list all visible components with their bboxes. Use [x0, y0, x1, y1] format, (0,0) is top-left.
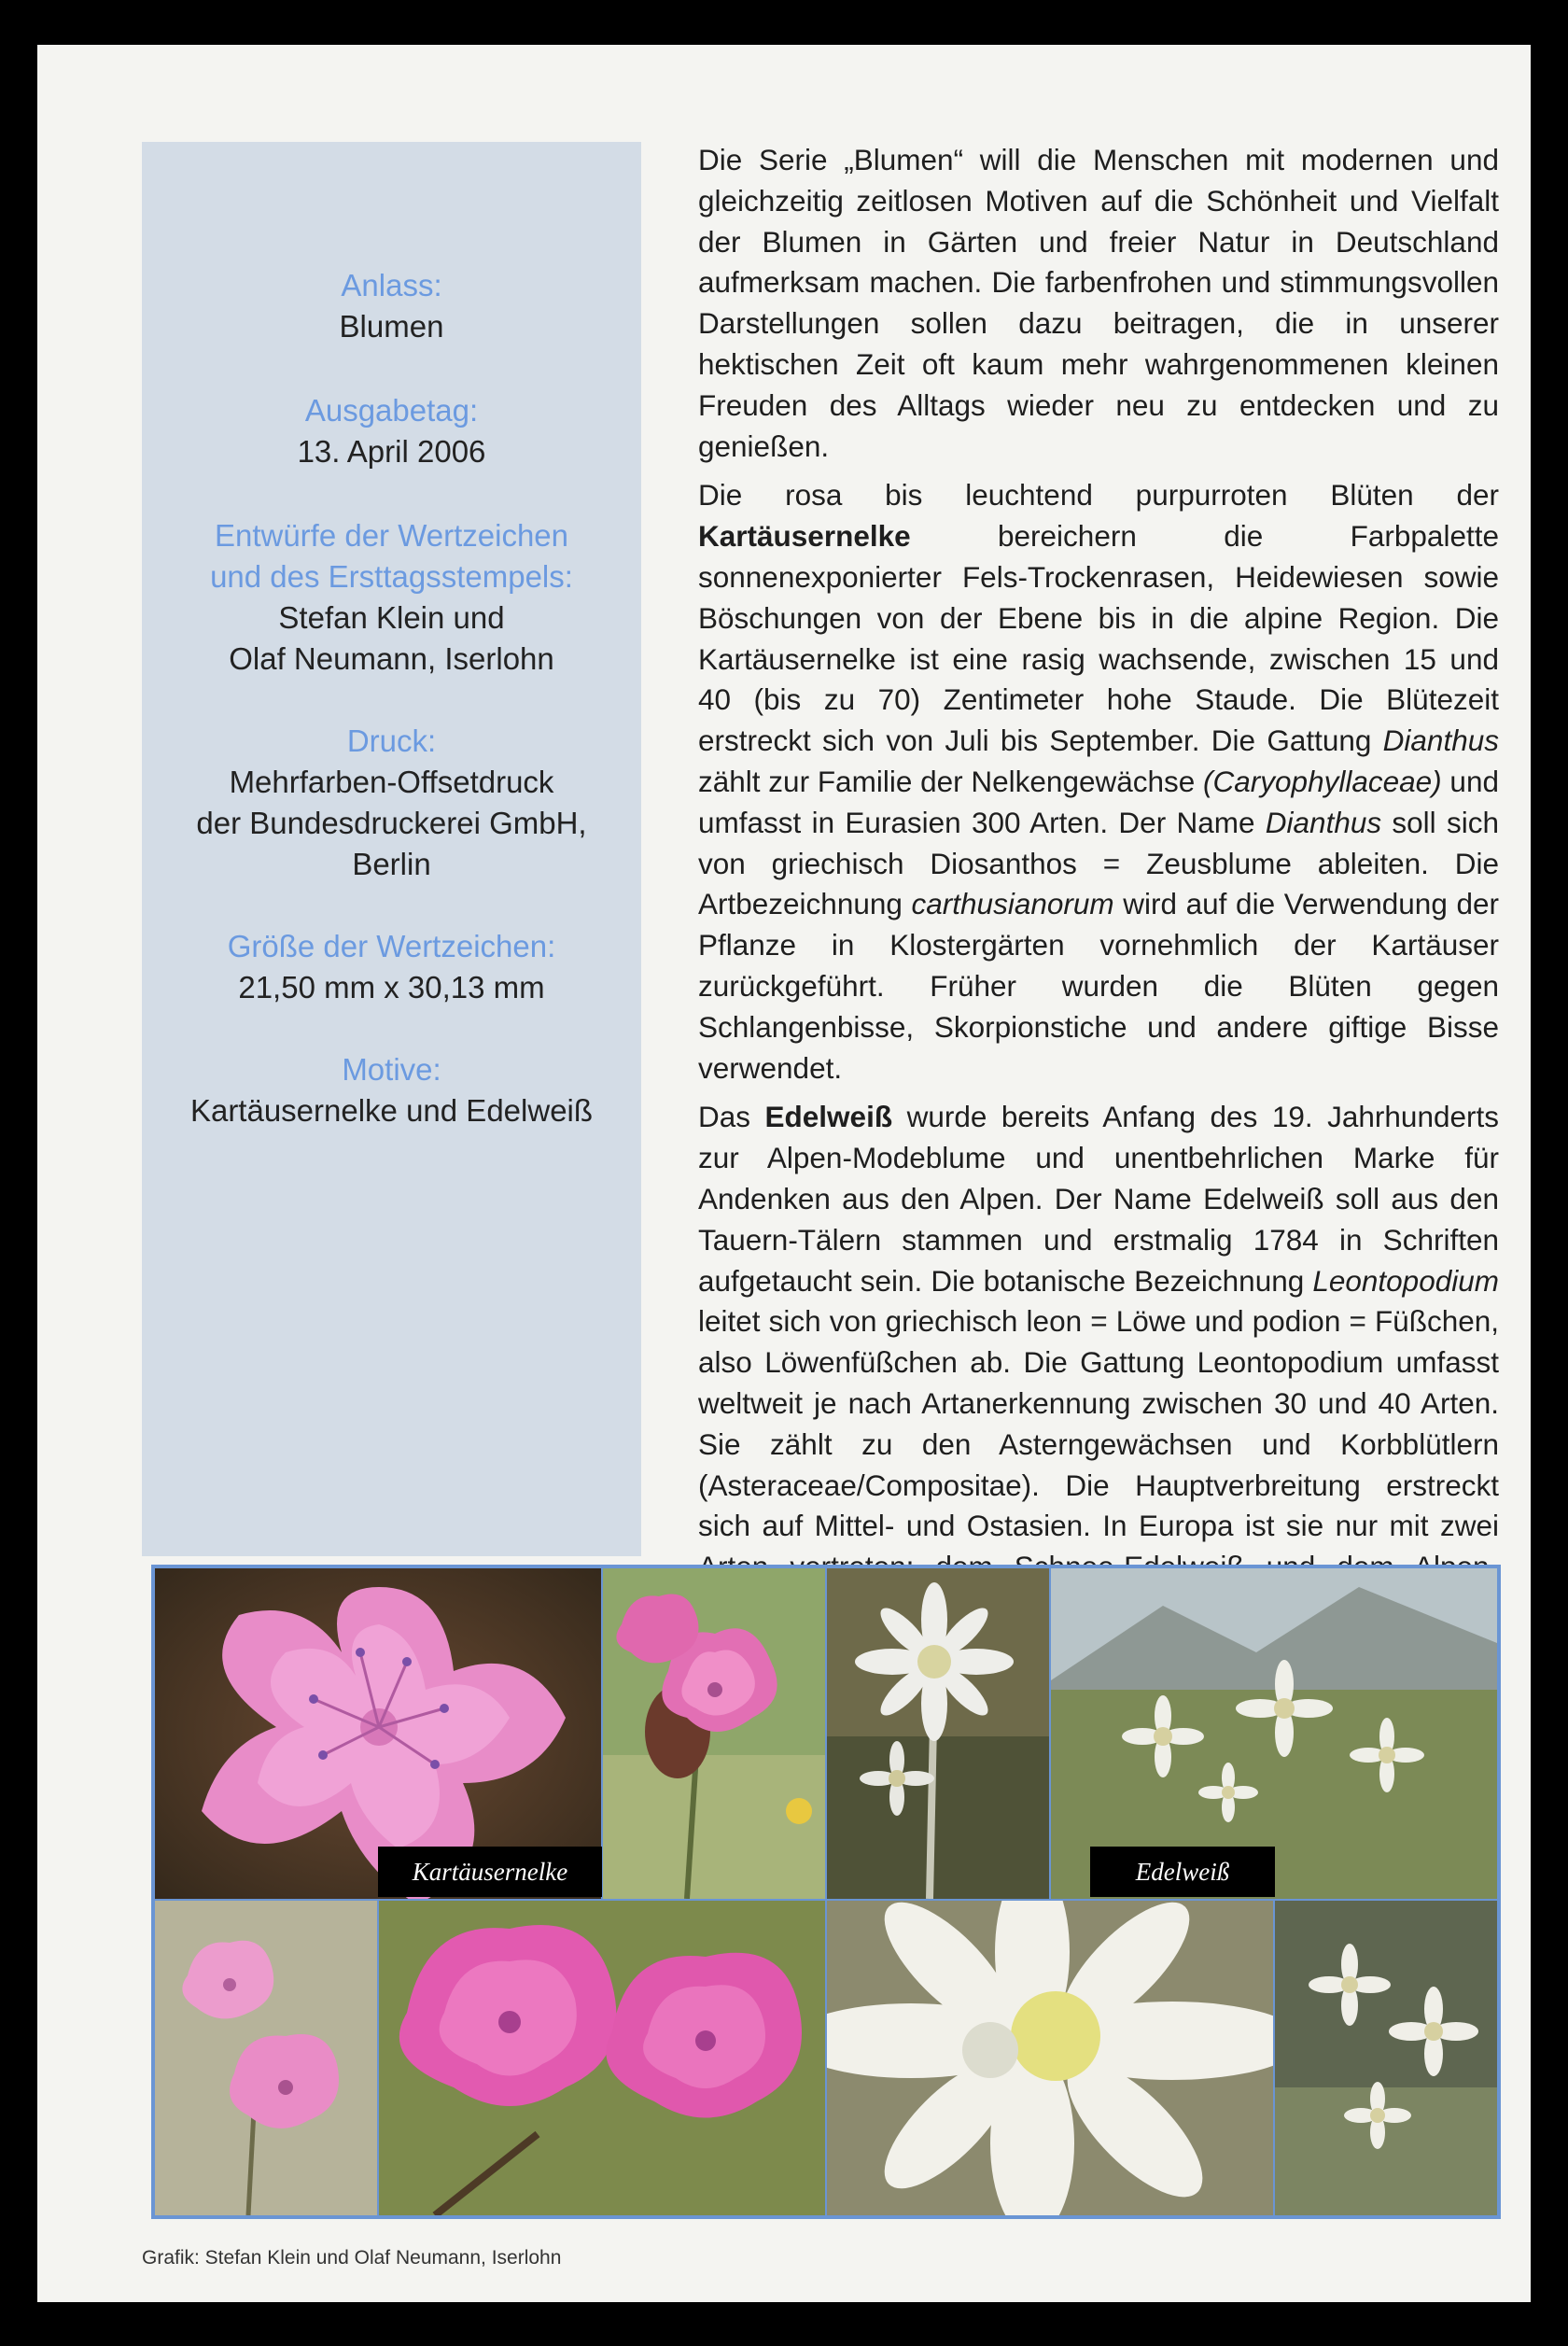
italic-term: Dianthus [1382, 723, 1499, 758]
photo-edelweiss-cluster [1275, 1901, 1497, 2215]
info-value: Blumen [339, 309, 444, 344]
edelweiss-single-graphic [827, 1568, 1049, 1899]
text-run: Die rosa bis leuchtend purpurroten Blüten der [698, 478, 1499, 513]
text-run: und umfasst in Eurasien 300 Arten. Der Name [698, 764, 1499, 839]
bold-term: Edelweiß [764, 1100, 893, 1134]
text-run: wird auf die Verwendung der Pflanze in Klostergärten vornehmlich der Kartäuser zurückgeführt. Früher wurden die Blüten gegen Schlangenbisse, Skorpionstiche und andere giftige Bisse verwendet. [698, 887, 1499, 1085]
italic-term: Dianthus [1265, 805, 1382, 839]
bold-term: Kartäusernelke [698, 519, 911, 554]
carnation-bud-graphic [603, 1568, 825, 1899]
info-value: 13. April 2006 [297, 434, 486, 469]
info-label: und des Ersttagsstempels: [210, 559, 573, 594]
info-value: der Bundesdruckerei GmbH, [196, 806, 587, 840]
text-run: zählt zur Familie der Nelkengewächse [698, 764, 1204, 798]
flower-photo-gallery [151, 1565, 1501, 2219]
photo-carnation-pale [155, 1901, 377, 2215]
info-block-anlass [142, 265, 641, 347]
article-text [698, 140, 1499, 1719]
info-value: Olaf Neumann, Iserlohn [229, 641, 554, 676]
info-label: Größe der Wertzeichen: [227, 929, 556, 963]
paragraph-intro: Die Serie „Blumen“ will die Menschen mit modernen und gleichzeitig zeitlosen Motiven auf die Schönheit und Vielfalt der Blumen in Gärten und freier Natur in Deutschland aufmerksam machen. Die farbenfrohen und stimmungsvollen Darstellungen sollen dazu beitragen, die in unserer hektischen Zeit oft kaum mehr wahrgenommenen kleinen Freuden des Alltags wieder neu zu entdecken und zu genießen. [698, 143, 1499, 463]
info-value: Kartäusernelke und Edelweiß [189, 1093, 594, 1128]
info-block-ausgabetag [142, 390, 641, 472]
info-value: 21,50 mm x 30,13 mm [238, 970, 545, 1004]
photo-credit: Grafik: Stefan Klein und Olaf Neumann, Iserlohn [142, 2247, 562, 2269]
info-value: Stefan Klein und [278, 600, 505, 635]
carnation-pale-graphic [155, 1901, 377, 2215]
photo-carnation-bud [603, 1568, 825, 1899]
info-block-entwuerfe [142, 515, 641, 680]
info-sidebar [142, 142, 641, 1556]
photo-edelweiss-closeup [827, 1901, 1273, 2215]
text-run: leitet sich von griechisch leon = Löwe und podion = Füßchen, also Löwenfüßchen ab. Die Gattung Leontopodium umfasst weltweit je nach Artanerkennung zwischen 30 und 40 Arten. Sie zählt zu den Asterngewächsen und Korbblütlern (Asteraceae/Compositae). Die Hauptverbreitung erstreckt sich auf Mittel- und Ostasien. In Europa ist sie nur mit zwei [698, 1304, 1499, 1543]
text-run: wurde bereits Anfang des 19. Jahrhunderts zur Alpen-Modeblume und unentbehrlichen Marke für Andenken aus den Alpen. Der Name Edelweiß soll aus den Tauern-Tälern stammen und erstmalig 1784 in Schriften aufgetaucht sein. Die botanische Bezeichnung [698, 1100, 1499, 1298]
info-block-druck [142, 721, 641, 885]
edelweiss-closeup-graphic [827, 1901, 1273, 2215]
photo-edelweiss-single [827, 1568, 1049, 1899]
paragraph-kartaeusernelke [698, 475, 1499, 1089]
info-label: Druck: [346, 723, 437, 758]
photo-carnation-pair [379, 1901, 825, 2215]
info-value: Berlin [352, 847, 431, 881]
brochure-page [37, 45, 1531, 2302]
italic-term: Leontopodium [1312, 1263, 1499, 1298]
italic-term: (Caryophyllaceae) [1203, 764, 1442, 798]
info-value: Mehrfarben-Offsetdruck [229, 765, 554, 799]
text-run: soll sich von griechisch Diosanthos = Zeusblume ableiten. Die Artbezeichnung [698, 805, 1499, 921]
edelweiss-cluster-graphic [1275, 1901, 1497, 2215]
info-label: Motive: [342, 1052, 441, 1087]
text-run: Das [698, 1100, 765, 1134]
caption-edelweiss: Edelweiß [1090, 1847, 1275, 1897]
caption-kartaeusernelke: Kartäusernelke [378, 1847, 602, 1897]
info-label: Ausgabetag: [304, 393, 479, 428]
italic-term: carthusianorum [911, 887, 1114, 921]
text-run: bereichern die Farbpalette sonnenexponierter Fels-Trockenrasen, Heidewiesen sowie Böschungen von der Ebene bis in die alpine Region. Die Kartäusernelke ist eine rasig wachsende, zwischen 15 und 40 (bis zu 70) Zentimeter hohe Staude. Die Blütezeit erstreckt sich von Juli bis September. Die Gattung [698, 519, 1499, 758]
info-block-groesse [142, 926, 641, 1008]
carnation-pair-graphic [379, 1901, 825, 2215]
info-label: Entwürfe der Wertzeichen [214, 518, 569, 553]
info-block-motive [142, 1049, 641, 1131]
info-label: Anlass: [341, 268, 442, 302]
